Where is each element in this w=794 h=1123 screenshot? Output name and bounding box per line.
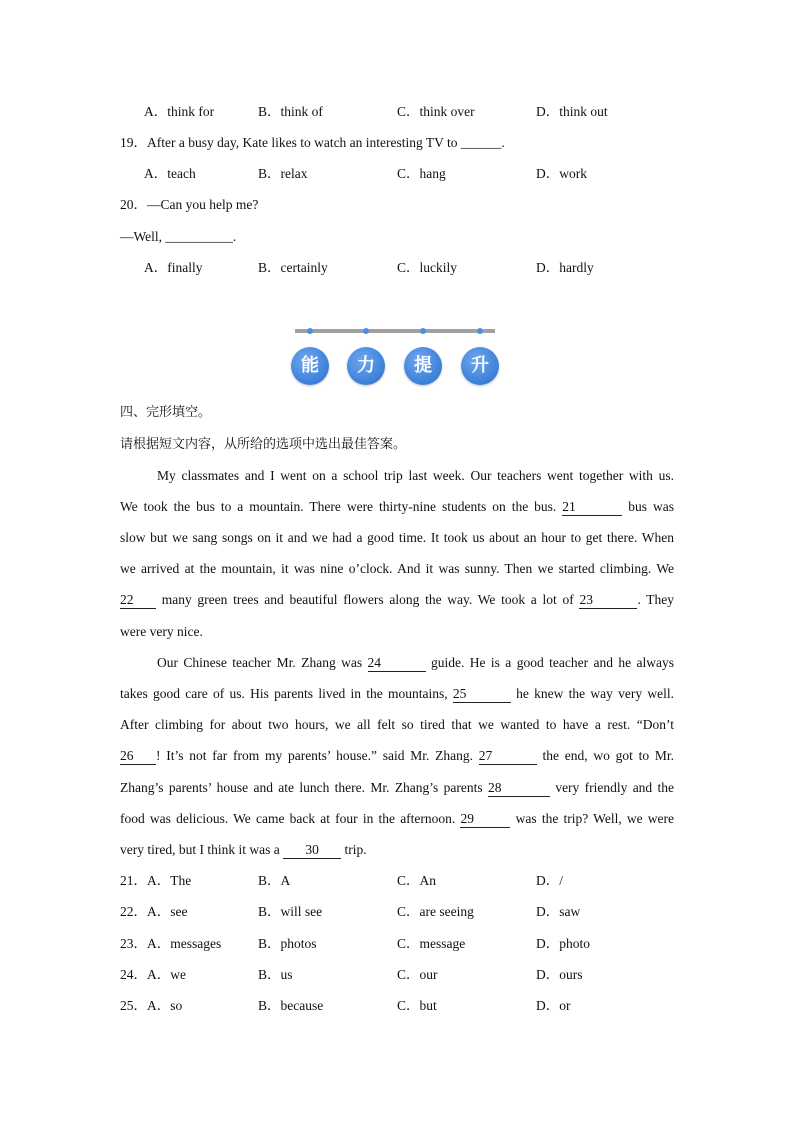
ability-banner [290, 322, 500, 388]
banner-dot [363, 328, 369, 334]
section-instruction [0, 435, 794, 455]
banner-char-circle: 力 [347, 347, 385, 385]
passage-text: 22 many green trees and beautiful flowers along the way. We took a lot of 23 . They [120, 592, 675, 607]
blank-28: 28 [488, 779, 550, 797]
option-d: D．or [536, 998, 571, 1013]
banner-char-circle: 升 [461, 347, 499, 385]
passage-line [0, 809, 794, 829]
option-a: 25．A．so [120, 998, 183, 1013]
section-title-text: 四、完形填空。 [120, 405, 212, 420]
question-row [0, 965, 794, 985]
banner-dot [420, 328, 426, 334]
banner-dot [307, 328, 313, 334]
banner-char-circle: 能 [291, 347, 329, 385]
q18-options [0, 102, 794, 122]
question-row [0, 902, 794, 922]
option-a: A．think for [144, 104, 215, 119]
q19-options [0, 164, 794, 184]
question-text: 20．—Can you help me? [120, 197, 259, 212]
option-a: 22．A．see [120, 904, 188, 919]
passage-line [0, 559, 794, 579]
instruction-text: 请根据短文内容，从所给的选项中选出最佳答案。 [120, 437, 407, 452]
passage-text: Our Chinese teacher Mr. Zhang was 24 guide. He is a good teacher and he always [157, 655, 675, 670]
section-title [0, 403, 794, 423]
passage-text: slow but we sang songs on it and we had a good time. It took us about an hour to get there. When [120, 530, 674, 545]
question-text: —Well, __________. [120, 229, 237, 244]
q19-stem [0, 133, 794, 153]
passage-text: After climbing for about two hours, we all felt so tired that we wanted to have a rest. “Don’t [120, 717, 674, 732]
passage-line [0, 778, 794, 798]
option-c: C．think over [397, 104, 475, 119]
blank-21: 21 [562, 498, 622, 516]
option-b: B．because [258, 998, 324, 1013]
option-b: B．relax [258, 166, 308, 181]
passage-text: takes good care of us. His parents lived in the mountains, 25 he knew the way very well. [120, 686, 674, 701]
question-row [0, 934, 794, 954]
passage-line [0, 840, 794, 860]
passage-text: we arrived at the mountain, it was nine o’clock. And it was sunny. Then we started climbing. We [120, 561, 674, 576]
blank-22: 22 [120, 591, 156, 609]
question-row [0, 871, 794, 891]
option-d: D．photo [536, 936, 590, 951]
option-a: A．teach [144, 166, 196, 181]
option-c: C．are seeing [397, 904, 474, 919]
passage-text: were very nice. [120, 624, 203, 639]
option-c: C．our [397, 967, 438, 982]
passage-text: food was delicious. We came back at four in the afternoon. 29 was the trip? Well, we were [120, 811, 675, 826]
passage-text: 26 ! It’s not far from my parents’ house.” said Mr. Zhang. 27 the end, wo got to Mr. [120, 748, 674, 763]
option-b: B．think of [258, 104, 323, 119]
passage-line [0, 715, 794, 735]
passage-text: We took the bus to a mountain. There were thirty-nine students on the bus. 21 bus was [120, 499, 675, 514]
option-b: B．will see [258, 904, 323, 919]
blank-24: 24 [368, 654, 426, 672]
passage-line [0, 466, 794, 486]
option-a: 21．A．The [120, 873, 192, 888]
option-d: D．work [536, 166, 587, 181]
passage-line [0, 622, 794, 642]
passage-text: very tired, but I think it was a 30 trip. [120, 842, 367, 857]
passage-line [0, 590, 794, 610]
passage-text: My classmates and I went on a school trip last week. Our teachers went together with us. [157, 468, 674, 483]
option-a: A．finally [144, 260, 203, 275]
option-d: D．ours [536, 967, 583, 982]
blank-26: 26 [120, 747, 156, 765]
blank-29: 29 [460, 810, 510, 828]
passage-line [0, 497, 794, 517]
option-a: 23．A．messages [120, 936, 222, 951]
option-d: D．think out [536, 104, 608, 119]
passage-text: Zhang’s parents’ house and ate lunch there. Mr. Zhang’s parents 28 very friendly and the [120, 780, 675, 795]
blank-23: 23 [579, 591, 637, 609]
option-c: C．hang [397, 166, 446, 181]
passage-line [0, 528, 794, 548]
option-c: C．message [397, 936, 466, 951]
option-b: B．A [258, 873, 291, 888]
passage-line [0, 684, 794, 704]
option-d: D．hardly [536, 260, 594, 275]
option-b: B．us [258, 967, 293, 982]
option-c: C．but [397, 998, 437, 1013]
option-b: B．photos [258, 936, 317, 951]
option-a: 24．A．we [120, 967, 186, 982]
banner-dot [477, 328, 483, 334]
option-d: D．/ [536, 873, 563, 888]
option-c: C．luckily [397, 260, 457, 275]
passage-line [0, 653, 794, 673]
blank-27: 27 [479, 747, 537, 765]
banner-bar [295, 329, 495, 333]
question-text: 19．After a busy day, Kate likes to watch an interesting TV to ______. [120, 135, 505, 150]
banner-char-circle: 提 [404, 347, 442, 385]
q20-stem [0, 195, 794, 215]
option-c: C．An [397, 873, 437, 888]
passage-line [0, 746, 794, 766]
option-d: D．saw [536, 904, 581, 919]
q20-options [0, 258, 794, 278]
option-b: B．certainly [258, 260, 328, 275]
question-row [0, 996, 794, 1016]
blank-30: 30 [283, 841, 341, 859]
q20-stem-reply [0, 227, 794, 247]
blank-25: 25 [453, 685, 511, 703]
